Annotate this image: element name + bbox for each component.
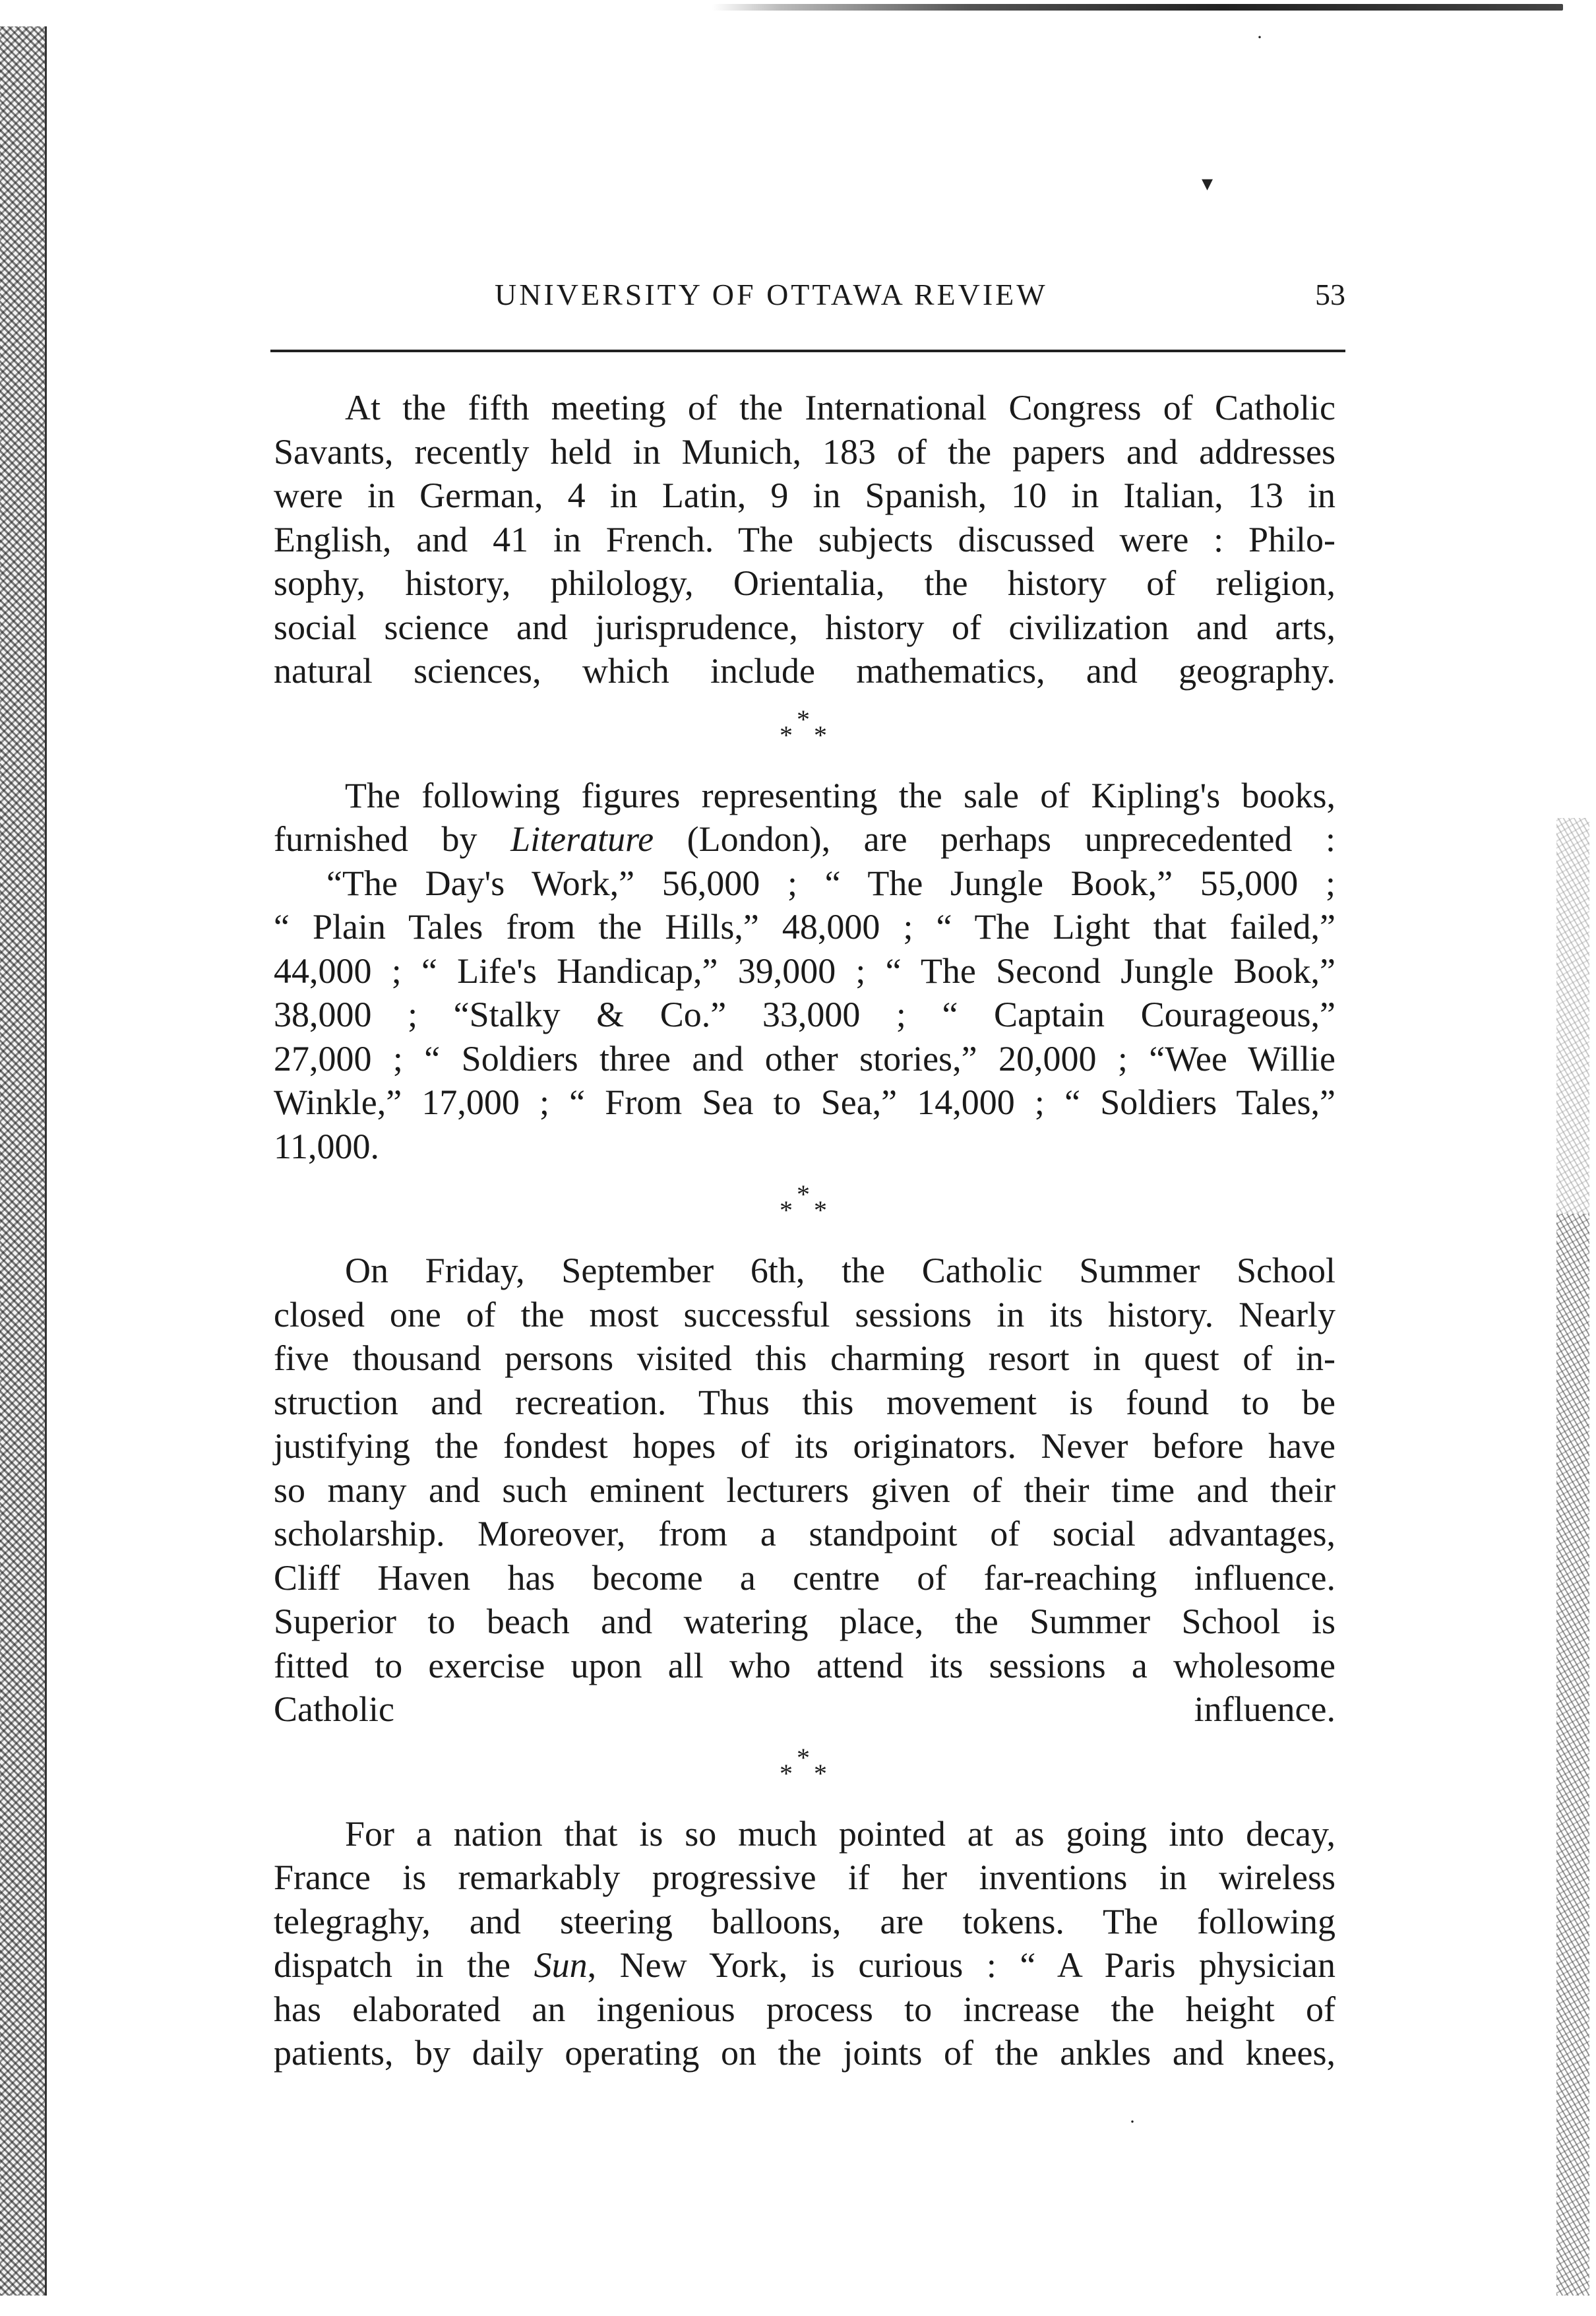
- text-line: [274, 817, 1335, 861]
- journal-title: UNIVERSITY OF OTTAWA REVIEW: [495, 278, 1048, 311]
- text-line: Superior to beach and watering place, the Summer School is: [274, 1602, 1335, 1641]
- page-number: 53: [1315, 278, 1345, 311]
- running-header: [270, 277, 1345, 330]
- binding-edge-texture: [0, 26, 47, 2296]
- text-line: telegraghy, and steering balloons, are tokens. The following: [274, 1901, 1335, 1941]
- text-line: The following figures representing the sale of Kipling's books,: [345, 775, 1335, 815]
- text-line: Cliff Haven has become a centre of far-reaching influence.: [274, 1557, 1335, 1598]
- text-line: Catholic influence.: [274, 1689, 1335, 1729]
- text-line: Savants, recently held in Munich, 183 of the papers and addresses: [274, 431, 1335, 472]
- sales-line: “ Plain Tales from the Hills,” 48,000 ; “ The Light that failed,”: [274, 907, 1335, 947]
- text-line: scholarship. Moreover, from a standpoint of social advantages,: [274, 1514, 1335, 1553]
- text-line: France is remarkably progressive if her inventions in wireless: [274, 1858, 1335, 1897]
- sales-line: Winkle,” 17,000 ; “ From Sea to Sea,” 14,000 ; “ Soldiers Tales,”: [274, 1082, 1335, 1122]
- asterism-star: *: [814, 720, 827, 750]
- text-line: social science and jurisprudence, history of civilization and arts,: [274, 607, 1335, 647]
- asterism-star: *: [797, 704, 810, 734]
- text-line: justifying the fondest hopes of its originators. Never before have: [274, 1426, 1335, 1466]
- asterism-star: *: [780, 720, 793, 750]
- asterism-star: *: [814, 1758, 827, 1788]
- text-line: English, and 41 in French. The subjects discussed were : Philo-: [274, 519, 1335, 559]
- text-fragment: (London), are perhaps unprecedented :: [654, 819, 1335, 859]
- text-fragment: , New York, is curious : “ A Paris physician: [587, 1945, 1335, 1985]
- paragraph-summer-school: [274, 1249, 1335, 1732]
- sales-line: 38,000 ; “Stalky & Co.” 33,000 ; “ Captain Courageous,”: [274, 995, 1335, 1034]
- text-line: [274, 1943, 1335, 1987]
- text-fragment: furnished by: [274, 819, 511, 859]
- sales-line: 27,000 ; “ Soldiers three and other stories,” 20,000 ; “Wee Willie: [274, 1038, 1335, 1079]
- asterism-star: *: [814, 1195, 827, 1225]
- italic-title: Literature: [510, 819, 654, 859]
- paragraph-france: [274, 1812, 1335, 2075]
- text-line: were in German, 4 in Latin, 9 in Spanish, 10 in Italian, 13 in: [274, 476, 1335, 515]
- paragraph-kipling-sales: [274, 774, 1335, 1169]
- text-line: so many and such eminent lecturers given of their time and their: [274, 1470, 1335, 1510]
- sales-line: 44,000 ; “ Life's Handicap,” 39,000 ; “ The Second Jungle Book,”: [274, 951, 1335, 991]
- paragraph-congress: [274, 386, 1335, 693]
- asterism-star: *: [780, 1195, 793, 1225]
- article-body: [274, 386, 1335, 2075]
- scan-top-rule: [712, 4, 1563, 11]
- asterism-divider: [772, 1742, 838, 1790]
- text-line: closed one of the most successful sessions in its history. Nearly: [274, 1294, 1335, 1334]
- text-line: five thousand persons visited this charming resort in quest of in-: [274, 1338, 1335, 1378]
- facing-page-bleed-upper: [1556, 818, 1589, 1214]
- facing-page-bleed-lower: [1556, 1214, 1589, 2296]
- header-rule: [270, 350, 1345, 352]
- text-line: fitted to exercise upon all who attend its sessions a wholesome: [274, 1645, 1335, 1685]
- text-line: At the fifth meeting of the International Congress of Catholic: [345, 388, 1335, 427]
- sales-line: 11,000.: [274, 1126, 379, 1166]
- text-line: sophy, history, philology, Orientalia, the history of religion,: [274, 563, 1335, 603]
- asterism-star: *: [780, 1758, 793, 1788]
- text-line: natural sciences, which include mathematics, and geography.: [274, 651, 1335, 691]
- sales-line: “The Day's Work,” 56,000 ; “ The Jungle Book,” 55,000 ;: [326, 863, 1335, 903]
- scan-speck: ·: [1129, 2111, 1136, 2133]
- scan-speck: ·: [1256, 26, 1263, 48]
- text-line: struction and recreation. Thus this movement is found to be: [274, 1382, 1335, 1422]
- text-line: For a nation that is so much pointed at as going into decay,: [345, 1813, 1335, 1854]
- scan-speck: ▾: [1202, 172, 1213, 196]
- italic-title: Sun: [534, 1945, 588, 1985]
- asterism-star: *: [797, 1179, 810, 1209]
- text-line: has elaborated an ingenious process to increase the height of: [274, 1989, 1335, 2029]
- asterism-divider: [772, 704, 838, 751]
- asterism-divider: [772, 1179, 838, 1226]
- asterism-star: *: [797, 1742, 810, 1772]
- text-line: patients, by daily operating on the joints of the ankles and knees,: [274, 2033, 1335, 2073]
- text-line: On Friday, September 6th, the Catholic Summer School: [345, 1251, 1335, 1290]
- text-fragment: dispatch in the: [274, 1945, 534, 1985]
